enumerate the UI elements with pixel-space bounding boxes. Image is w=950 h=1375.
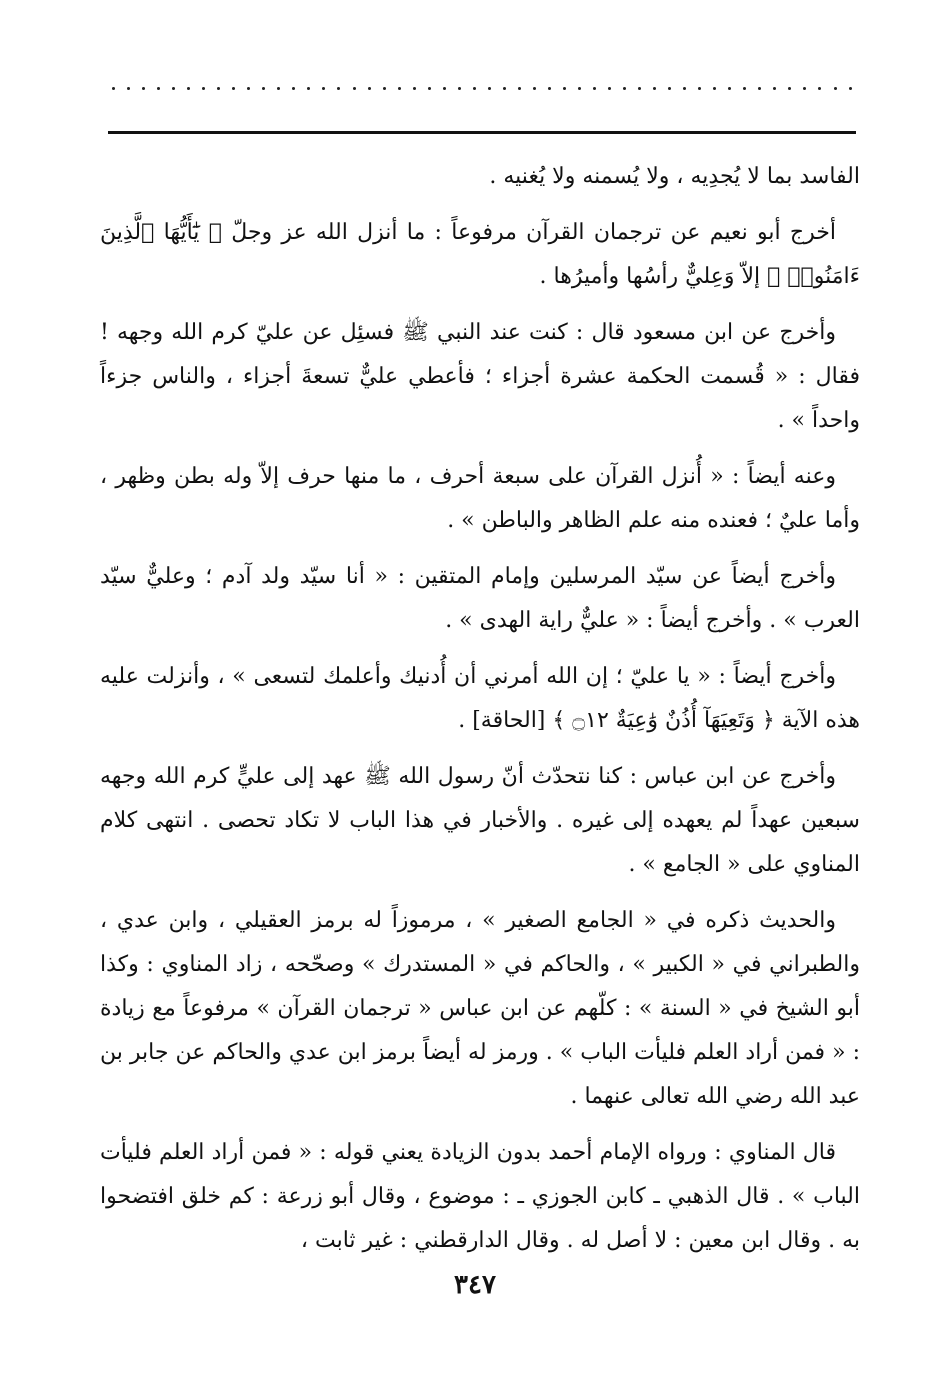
paragraph: قال المناوي : ورواه الإمام أحمد بدون الزيادة يعني قوله : « فمن أراد العلم فليأت الباب » . قال الذهبي ـ كابن الجوزي ـ : موضوع ، وقال أبو زرعة : كم خلق افتضحوا به . وقال ابن معين : لا أصل له . وقال الدارقطني : غير ثابت ،	[100, 1140, 860, 1253]
header-dotted-line	[112, 78, 852, 98]
paragraph: وأخرج عن ابن مسعود قال : كنت عند النبي ﷺ فسئِل عن عليّ كرم الله وجهه ! فقال : « قُسمت الحكمة عشرة أجزاء ؛ فأعطي عليٌّ تسعةَ أجزاء ، والناس جزءاً واحداً » .	[100, 320, 860, 433]
paragraph: وعنه أيضاً : « أُنزل القرآن على سبعة أحرف ، ما منها حرف إلاّ وله بطن وظهر ، وأما عليٌ ؛ فعنده منه علم الظاهر والباطن » .	[100, 464, 860, 533]
paragraph: وأخرج أيضاً : « يا عليّ ؛ إن الله أمرني أن أُدنيك وأعلمك لتسعى » ، وأنزلت عليه هذه الآية ﴿ وَتَعِيَهَآ أُذُنٌ وَٰعِيَةٌ ۝١٢ ﴾ [الحاقة] .	[100, 664, 860, 733]
page-number: ٣٤٧	[454, 1270, 496, 1300]
page-body	[100, 155, 860, 1275]
paragraph: وأخرج أيضاً عن سيّد المرسلين وإمام المتقين : « أنا سيّد ولد آدم ؛ وعليٌّ سيّد العرب » . وأخرج أيضاً : « عليٌّ راية الهدى » .	[100, 564, 860, 633]
paragraph: الفاسد بما لا يُجدِيه ، ولا يُسمنه ولا يُغنيه .	[489, 164, 860, 189]
paragraph: والحديث ذكره في « الجامع الصغير » ، مرموزاً له برمز العقيلي ، وابن عدي ، والطبراني في « الكبير » ، والحاكم في « المستدرك » وصحّحه ، زاد المناوي : وكذا أبو الشيخ في « السنة » : كلّهم عن ابن عباس « ترجمان القرآن » مرفوعاً مع زيادة : « فمن أراد العلم فليأت الباب » . ورمز له أيضاً برمز ابن عدي والحاكم عن جابر بن عبد الله رضي الله تعالى عنهما .	[100, 908, 860, 1109]
paragraph: أخرج أبو نعيم عن ترجمان القرآن مرفوعاً : ما أنزل الله عز وجلّ ﴿ يَٰٓأَيُّهَا ٱلَّذِينَ ءَامَنُوا۟ ﴾ إلاّ وَعِليٌّ رأسُها وأميرُها .	[100, 220, 860, 289]
header-rule	[108, 131, 856, 134]
paragraph: وأخرج عن ابن عباس : كنا نتحدّث أنّ رسول الله ﷺ عهد إلى عليٍّ كرم الله وجهه سبعين عهداً لم يعهده إلى غيره . والأخبار في هذا الباب لا تكاد تحصى . انتهى كلام المناوي على « الجامع » .	[100, 764, 860, 877]
